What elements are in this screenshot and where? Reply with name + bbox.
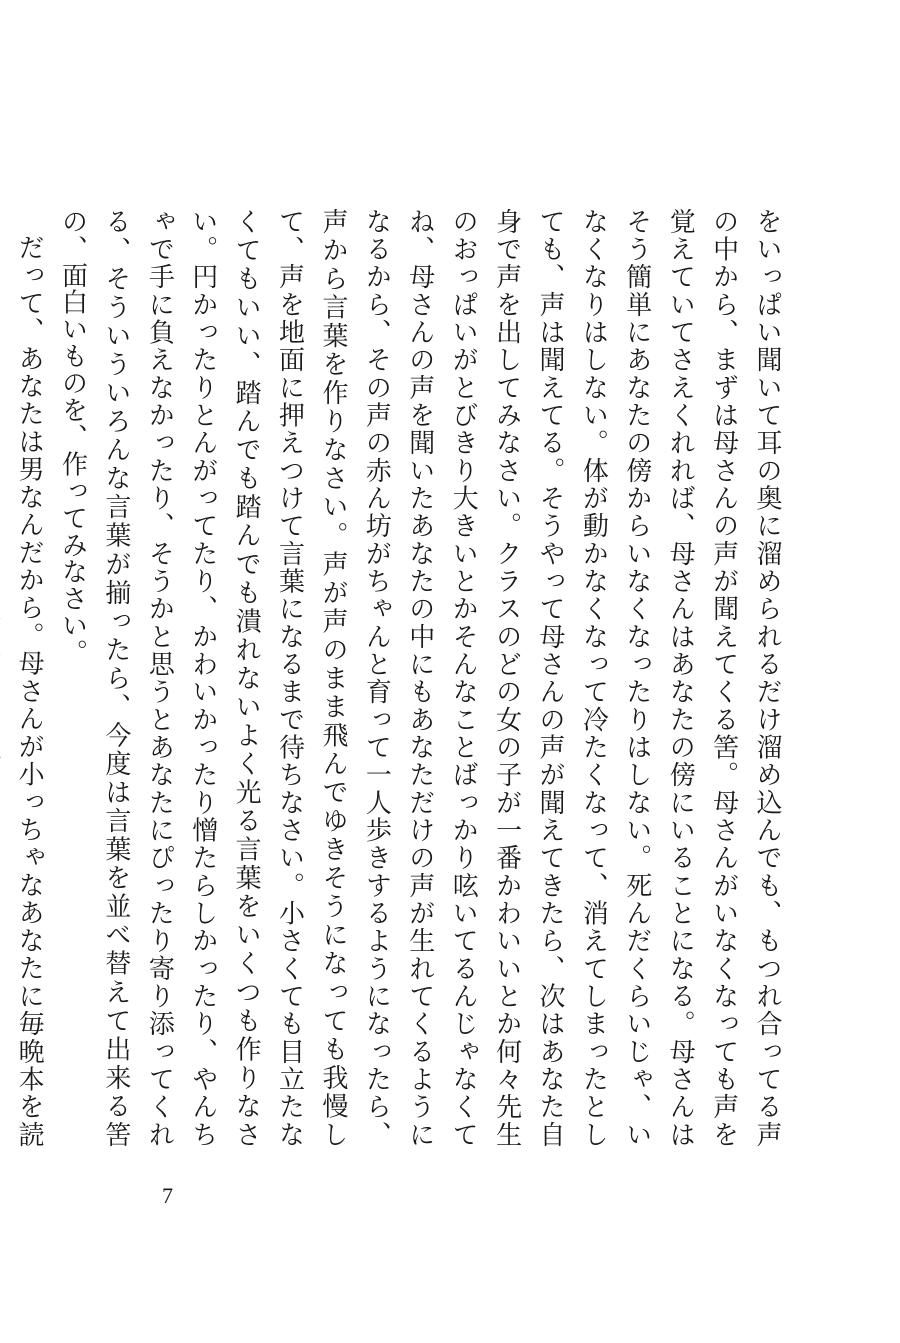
paragraph-1: をいっぱい聞いて耳の奥に溜められるだけ溜め込んでも、もつれ合ってる声の中から、まずは母さんの声が聞えてくる筈。母さんがいなくなっても声を覚えていてさえくれれば、母さんはあなたの傍にいることになる。母さんはそう簡単にあなたの傍からいなくなったりはしない。死んだくらいじゃ、いなくなりはしない。体が動かなくなって冷たくなって、消えてしまったとしても、声は聞えてる。そうやって母さんの声が聞えてきたら、次はあなた自身で声を出してみなさい。クラスのどの女の子が一番かわいいとか何々先生のおっぱいがとびきり大きいとかそんなことばっかり呟いてるんじゃなくてね、母さんの声を聞いたあなたの中にもあなただけの声が生れてくるようになるから、その声の赤ん坊がちゃんと育って一人歩きするようになったら、声から言葉を作りなさい。声が声のまま飛んでゆきそうになっても我慢して、声を地面に押えつけて言葉になるまで待ちなさい。小さくても目立たなくてもいい、踏んでも踏んでも潰れないよく光る言葉をいくつも作りなさい。円かったりとんがってたり、かわいかったり憎たらしかったり、やんちゃで手に負えなかったり、そうかと思うとあなたにぴったり寄り添ってくれる、そういういろんな言葉が揃ったら、今度は言葉を並べ替えて出来る筈の、面白いものを、作ってみなさい。: [57, 208, 782, 1148]
paragraph-2: だって、あなたは男なんだから。母さんが小っちゃなあなたに毎晩本を読: [14, 234, 45, 1148]
vertical-text-block: [14, 208, 788, 1148]
page-number: 7: [162, 1183, 173, 1208]
